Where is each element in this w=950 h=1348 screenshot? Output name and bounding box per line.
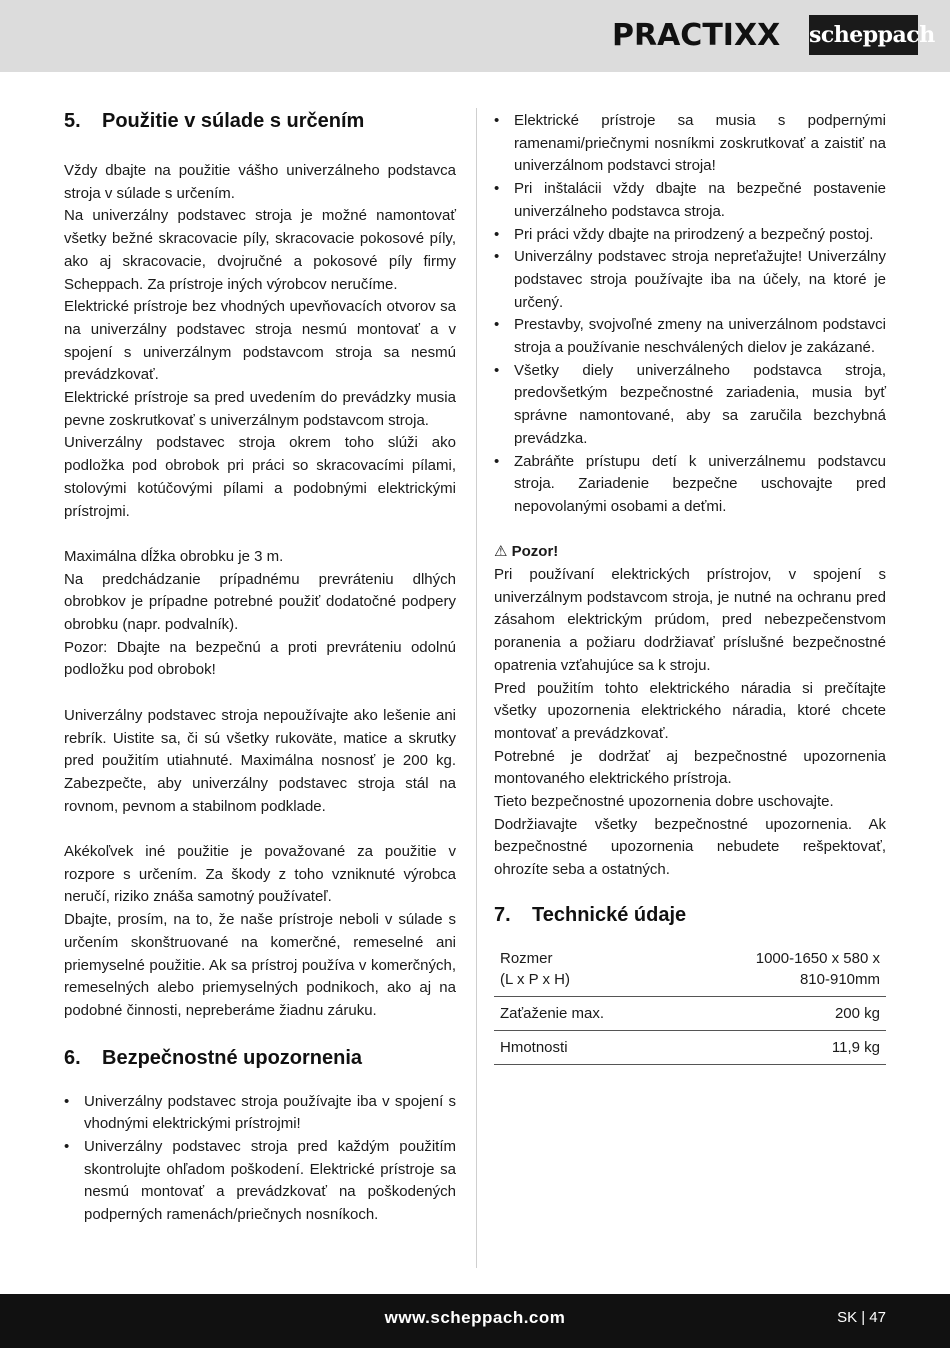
list-item: • Pri práci vždy dbajte na prirodzený a bezpečný postoj. xyxy=(494,224,886,247)
column-divider xyxy=(476,108,477,1268)
section-title: Bezpečnostné upozornenia xyxy=(102,1046,363,1069)
scheppach-logo: scheppach xyxy=(809,15,918,55)
spec-value: 11,9 kg xyxy=(831,1038,880,1056)
website-link[interactable]: www.scheppach.com xyxy=(384,1308,566,1327)
table-row xyxy=(494,1030,886,1064)
section-5-heading xyxy=(64,108,456,134)
spec-value: 200 kg xyxy=(834,1004,880,1022)
paragraph: Akékoľvek iné použitie je považované za použitie v rozpore s určením. Za škody z toho vzniknuté výrobca neručí, riziko znáša samotný používateľ. xyxy=(64,843,456,906)
paragraph: Vždy dbajte na použitie vášho univerzálneho podstavca stroja v súlade s určením. xyxy=(64,162,456,202)
paragraph: Univerzálny podstavec stroja nepoužívajte ako lešenie ani rebrík. Uistite sa, či sú všetky rukoväte, matice a skrutky pred použitím utiahnuté. Maximálna nosnosť je 200 kg. Zabezpečte, aby univerzálny podstavec stroja stál na rovnom, pevnom a stabilnom podklade. xyxy=(64,706,456,815)
warning-icon: ⚠ xyxy=(494,543,508,561)
section-7-heading xyxy=(494,902,886,928)
paragraph: Elektrické prístroje bez vhodných upevňovacích otvorov sa na univerzálny podstavec stroja nesmú montovať a v spojení s univerzálnym podstavcom stroja sa nesmú prevádzkovať. xyxy=(64,298,456,384)
page-footer xyxy=(0,1294,950,1348)
list-item: • Elektrické prístroje sa musia s podpernými ramenami/priečnymi nosníkmi zoskrutkovať a zaistiť na univerzálnom podstavci stroja! xyxy=(494,110,886,178)
paragraph: Tieto bezpečnostné upozornenia dobre uschovajte. xyxy=(494,793,834,811)
list-item: • Univerzálny podstavec stroja nepreťažujte! Univerzálny podstavec stroja používajte iba na účely, na ktoré je určený. xyxy=(494,246,886,314)
warning-heading xyxy=(494,541,886,564)
paragraph: Pri používaní elektrických prístrojov, v spojení s univerzálnym podstavcom stroja, je nutné na ochranu pred zásahom elektrickým prúdom, pred nebezpečenstvom poranenia a požiaru dodržiavať príslušné bezpečnostné opatrenia vzťahujúce sa k stroju. xyxy=(494,566,886,674)
section-number: 5. xyxy=(64,110,81,132)
paragraph: Univerzálny podstavec stroja okrem toho slúži ako podložka pod obrobok pri práci so skracovacími pílami, stolovými kotúčovými pílami a podobnými elektrickými prístrojmi. xyxy=(64,434,456,520)
practixx-logo: PRACTIXX xyxy=(612,18,781,53)
warning-title: Pozor! xyxy=(511,543,559,561)
list-item: • Všetky diely univerzálneho podstavca stroja, predovšetkým bezpečnostné zariadenia, musia byť správne namontované, aby sa zaručila bezchybná prevádzka. xyxy=(494,360,886,451)
paragraph: Pozor: Dbajte na bezpečnú a proti prevráteniu odolnú podložku pod obrobok! xyxy=(64,638,456,679)
spec-label: Zaťaženie max. xyxy=(500,1004,605,1022)
safety-list xyxy=(64,1091,456,1227)
specs-table xyxy=(494,942,886,1065)
paragraph: Maximálna dĺžka obrobku je 3 m. xyxy=(64,547,284,565)
spec-label: Hmotnosti xyxy=(500,1038,568,1056)
paragraph: Dodržiavajte všetky bezpečnostné upozornenia. Ak bezpečnostné upozornenia nebudete rešpektovať, ohrozíte seba a ostatných. xyxy=(494,815,886,879)
section-number: 6. xyxy=(64,1046,81,1069)
safety-list-continued xyxy=(494,110,886,519)
list-item: • Pri inštalácii vždy dbajte na bezpečné postavenie univerzálneho podstavca stroja. xyxy=(494,178,886,223)
paragraph: Pred použitím tohto elektrického náradia si prečítajte všetky upozornenia elektrického náradia, ktoré chcete montovať a prevádzkovať. xyxy=(494,679,886,742)
list-item: • Zabráňte prístupu detí k univerzálnemu podstavcu stroja. Zariadenie bezpečne uschovajte pred nepovolanými osobami a deťmi. xyxy=(494,451,886,519)
list-item: • Univerzálny podstavec stroja používajte iba v spojení s vhodnými elektrickými prístrojmi! xyxy=(64,1091,456,1136)
right-column xyxy=(494,110,886,1065)
paragraph: Dbajte, prosím, na to, že naše prístroje neboli v súlade s určením skonštruované na komerčné, remeselné ani priemyselné použitie. Ak sa prístroj používa v komerčných, remeselných alebo priemyselných podnikoch, ako aj na podobné činnosti, nepreberáme žiadnu záruku. xyxy=(64,911,456,1019)
section-6-heading xyxy=(64,1045,456,1071)
list-item: • Univerzálny podstavec stroja pred každým použitím skontrolujte ohľadom poškodení. Elektrické prístroje sa nesmú montovať a prevádzkovať na poškodených podperných ramenách/priečnych nosníkoch. xyxy=(64,1136,456,1227)
page-header xyxy=(0,0,950,72)
table-row xyxy=(494,942,886,997)
list-item: • Prestavby, svojvoľné zmeny na univerzálnom podstavci stroja a používanie neschválených dielov je zakázané. xyxy=(494,314,886,359)
spec-value: 1000-1650 x 580 x 810-910mm xyxy=(755,949,880,988)
paragraph: Na predchádzanie prípadnému prevráteniu dlhých obrobkov je prípadne potrebné použiť dodatočné podpery obrobku (napr. podvalník). xyxy=(64,570,456,634)
paragraph: Elektrické prístroje sa pred uvedením do prevádzky musia pevne zoskrutkovať s univerzálnym podstavcom stroja. xyxy=(64,389,456,429)
paragraph: Na univerzálny podstavec stroja je možné namontovať všetky bežné skracovacie píly, skracovacie pokosové píly, ako aj skracovacie, dvojručné a pokosové píly firmy Scheppach. Za prístroje iných výrobcov neručíme. xyxy=(64,207,456,293)
left-column xyxy=(64,108,456,1227)
page-number: SK | 47 xyxy=(837,1309,886,1326)
section-title: Použitie v súlade s určením xyxy=(102,110,365,132)
section-title: Technické údaje xyxy=(532,903,687,926)
paragraph: Potrebné je dodržať aj bezpečnostné upozornenia montovaného elektrického prístroja. xyxy=(494,747,886,788)
section-number: 7. xyxy=(494,903,511,926)
table-row xyxy=(494,996,886,1030)
spec-label: Rozmer (L x P x H) xyxy=(500,949,571,988)
